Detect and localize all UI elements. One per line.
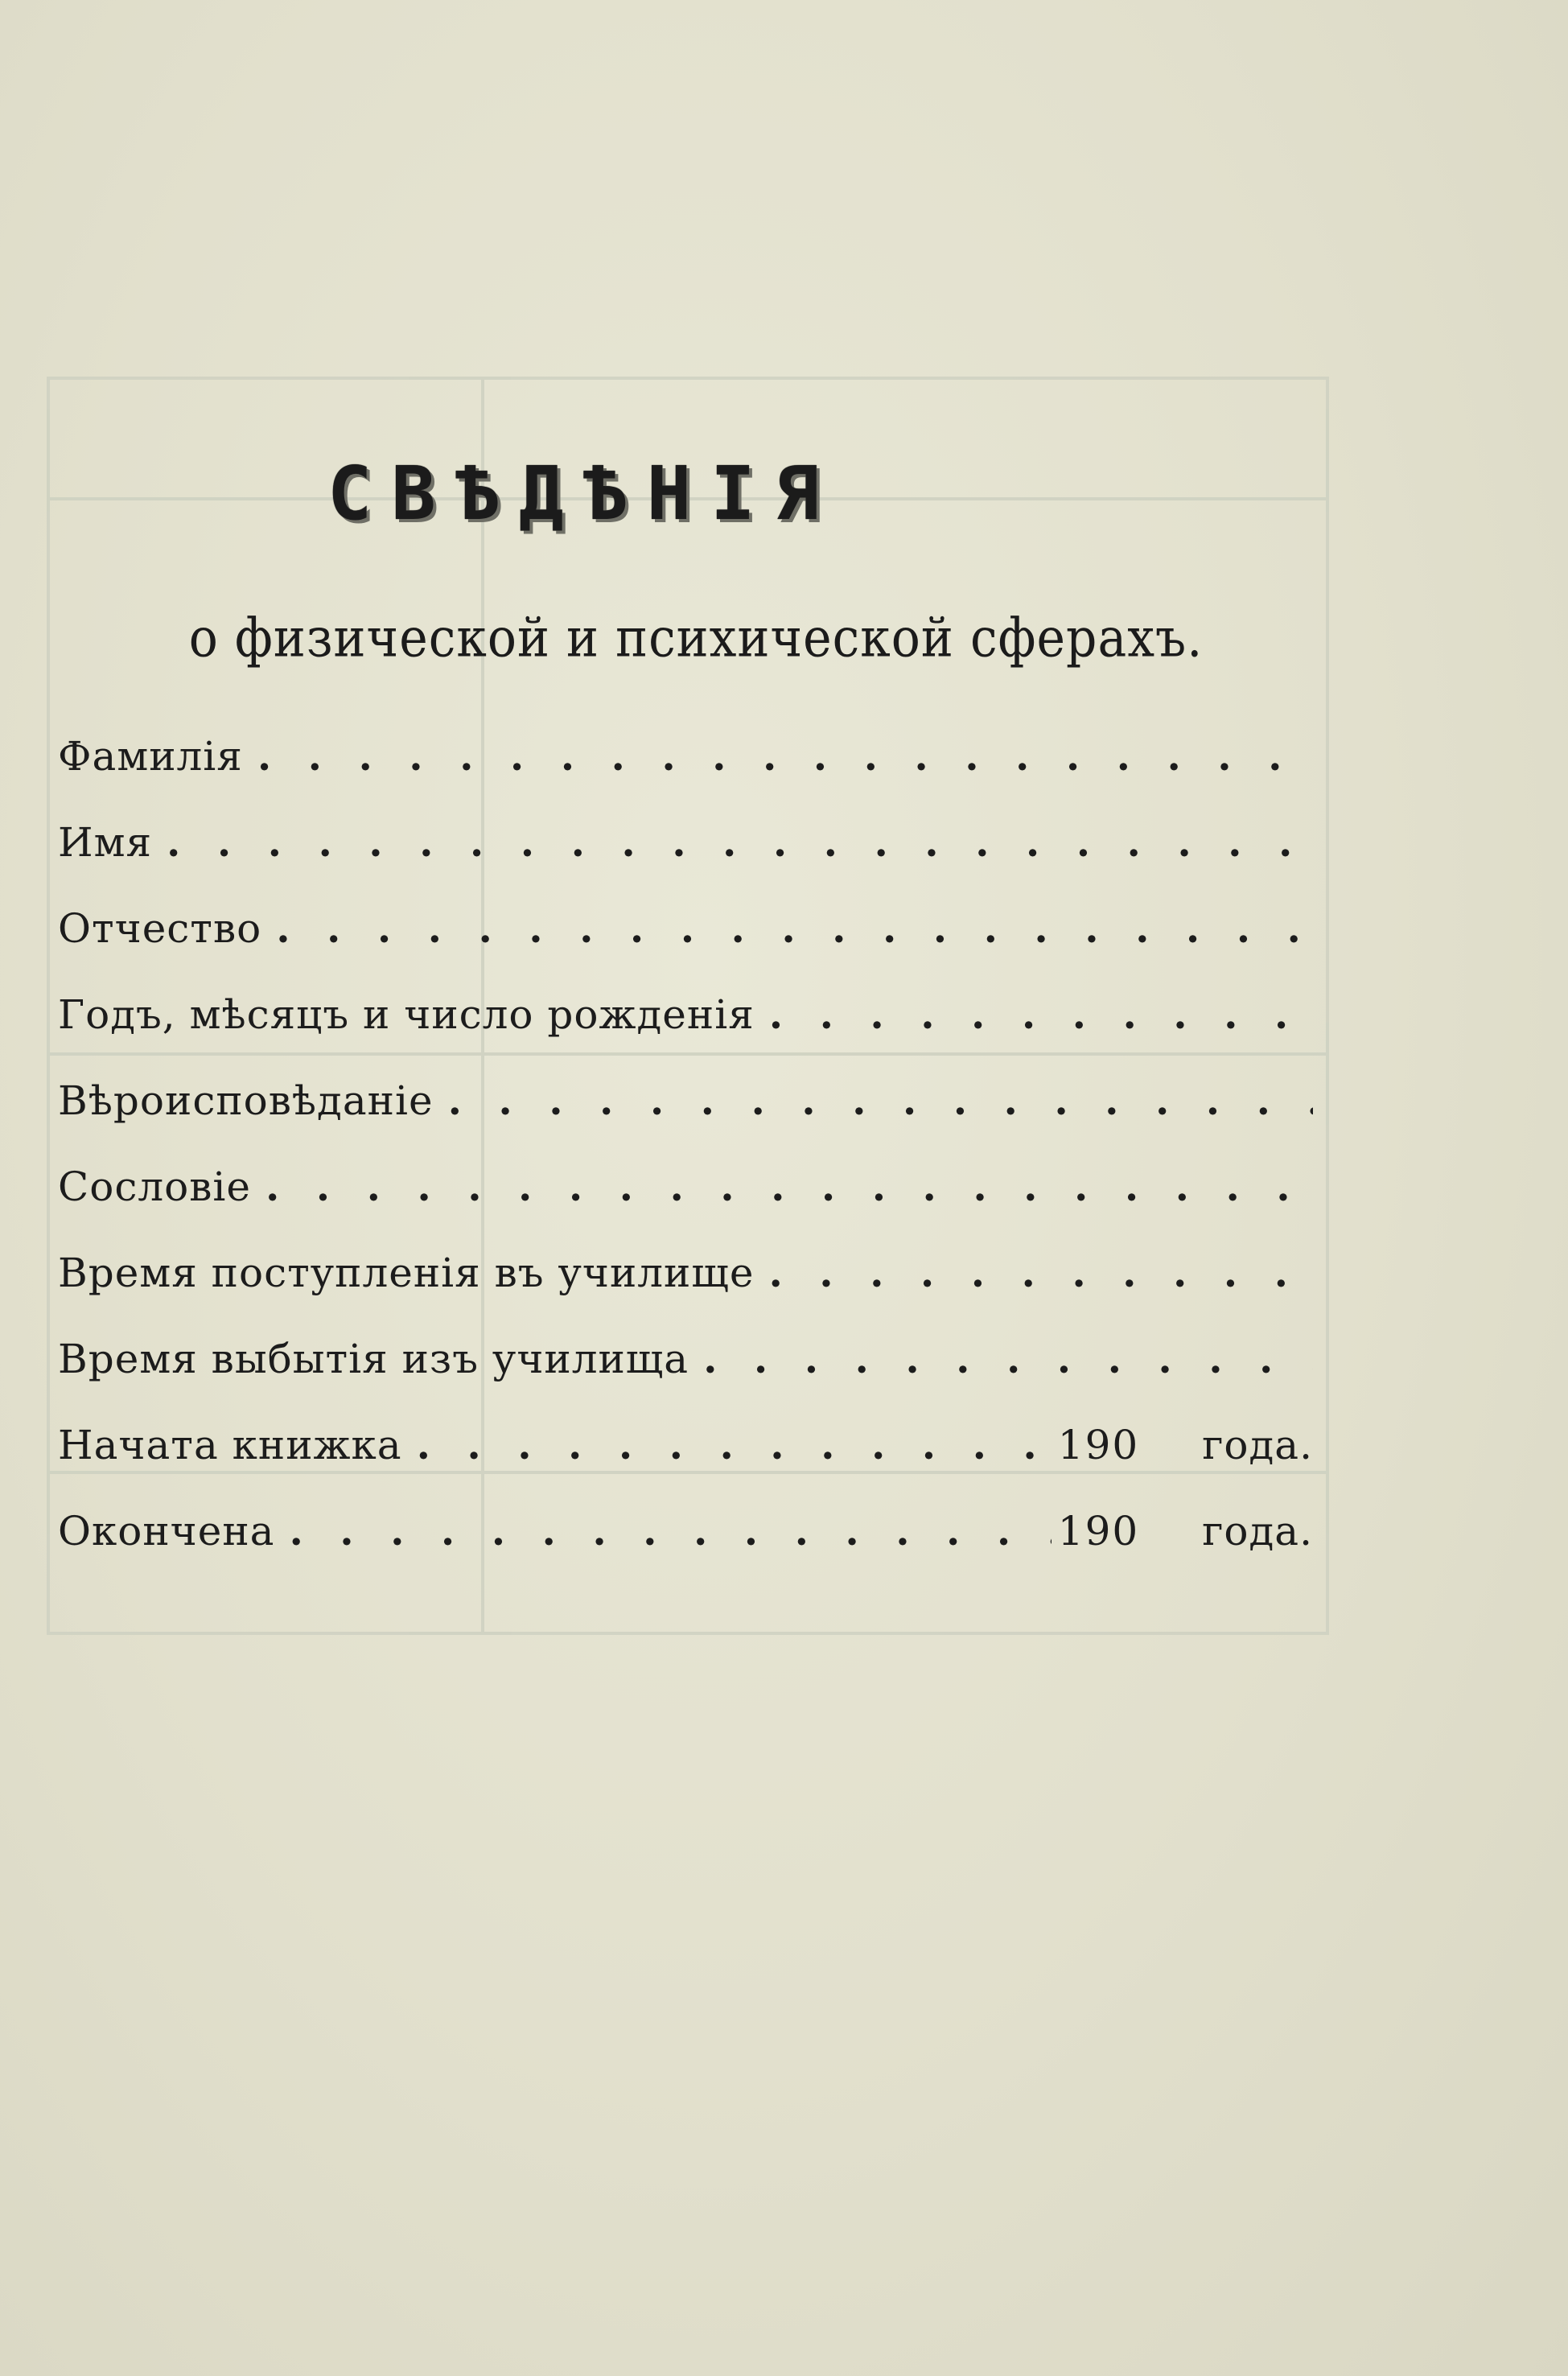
fill-in-leader[interactable] bbox=[703, 1335, 1313, 1382]
info-form bbox=[58, 732, 1313, 1593]
field-label: Отчество bbox=[58, 905, 262, 952]
form-row-name bbox=[58, 818, 1313, 904]
fill-in-leader[interactable] bbox=[276, 904, 1313, 952]
page-title: СВѢДѢНІЯ bbox=[327, 451, 839, 537]
year-suffix: года. bbox=[1202, 1422, 1313, 1468]
form-row-birthdate bbox=[58, 990, 1313, 1077]
form-row-book-started bbox=[58, 1421, 1313, 1507]
field-label: Фамилія bbox=[58, 733, 243, 780]
form-row-book-finished bbox=[58, 1507, 1313, 1593]
fill-in-leader[interactable] bbox=[265, 1163, 1313, 1210]
fill-in-leader[interactable] bbox=[448, 1077, 1313, 1124]
form-row-patronymic bbox=[58, 904, 1313, 990]
field-label: Годъ, мѣсяцъ и число рожденія bbox=[58, 991, 755, 1038]
year-prefix: 190 bbox=[1057, 1422, 1140, 1468]
field-label: Начата книжка bbox=[58, 1422, 402, 1468]
form-row-religion bbox=[58, 1077, 1313, 1163]
form-row-admission-date bbox=[58, 1249, 1313, 1335]
field-label: Время выбытія изъ училища bbox=[58, 1336, 689, 1382]
fill-in-leader[interactable] bbox=[417, 1421, 1052, 1468]
field-label: Вѣроисповѣданіе bbox=[58, 1077, 434, 1124]
year-prefix: 190 bbox=[1057, 1508, 1140, 1554]
field-label: Сословіе bbox=[58, 1163, 251, 1210]
field-label: Окончена bbox=[58, 1508, 275, 1554]
form-row-departure-date bbox=[58, 1335, 1313, 1421]
fill-in-leader[interactable] bbox=[257, 732, 1313, 780]
year-suffix: года. bbox=[1202, 1508, 1313, 1554]
form-row-estate bbox=[58, 1163, 1313, 1249]
fill-in-leader[interactable] bbox=[289, 1507, 1051, 1554]
field-label: Время поступленія въ училище bbox=[58, 1250, 755, 1296]
fill-in-leader[interactable] bbox=[167, 818, 1313, 866]
form-row-surname bbox=[58, 732, 1313, 818]
fill-in-leader[interactable] bbox=[769, 990, 1313, 1038]
page-subtitle: о физической и психической сферахъ. bbox=[188, 607, 1204, 669]
fill-in-leader[interactable] bbox=[768, 1249, 1313, 1296]
field-label: Имя bbox=[58, 819, 153, 866]
